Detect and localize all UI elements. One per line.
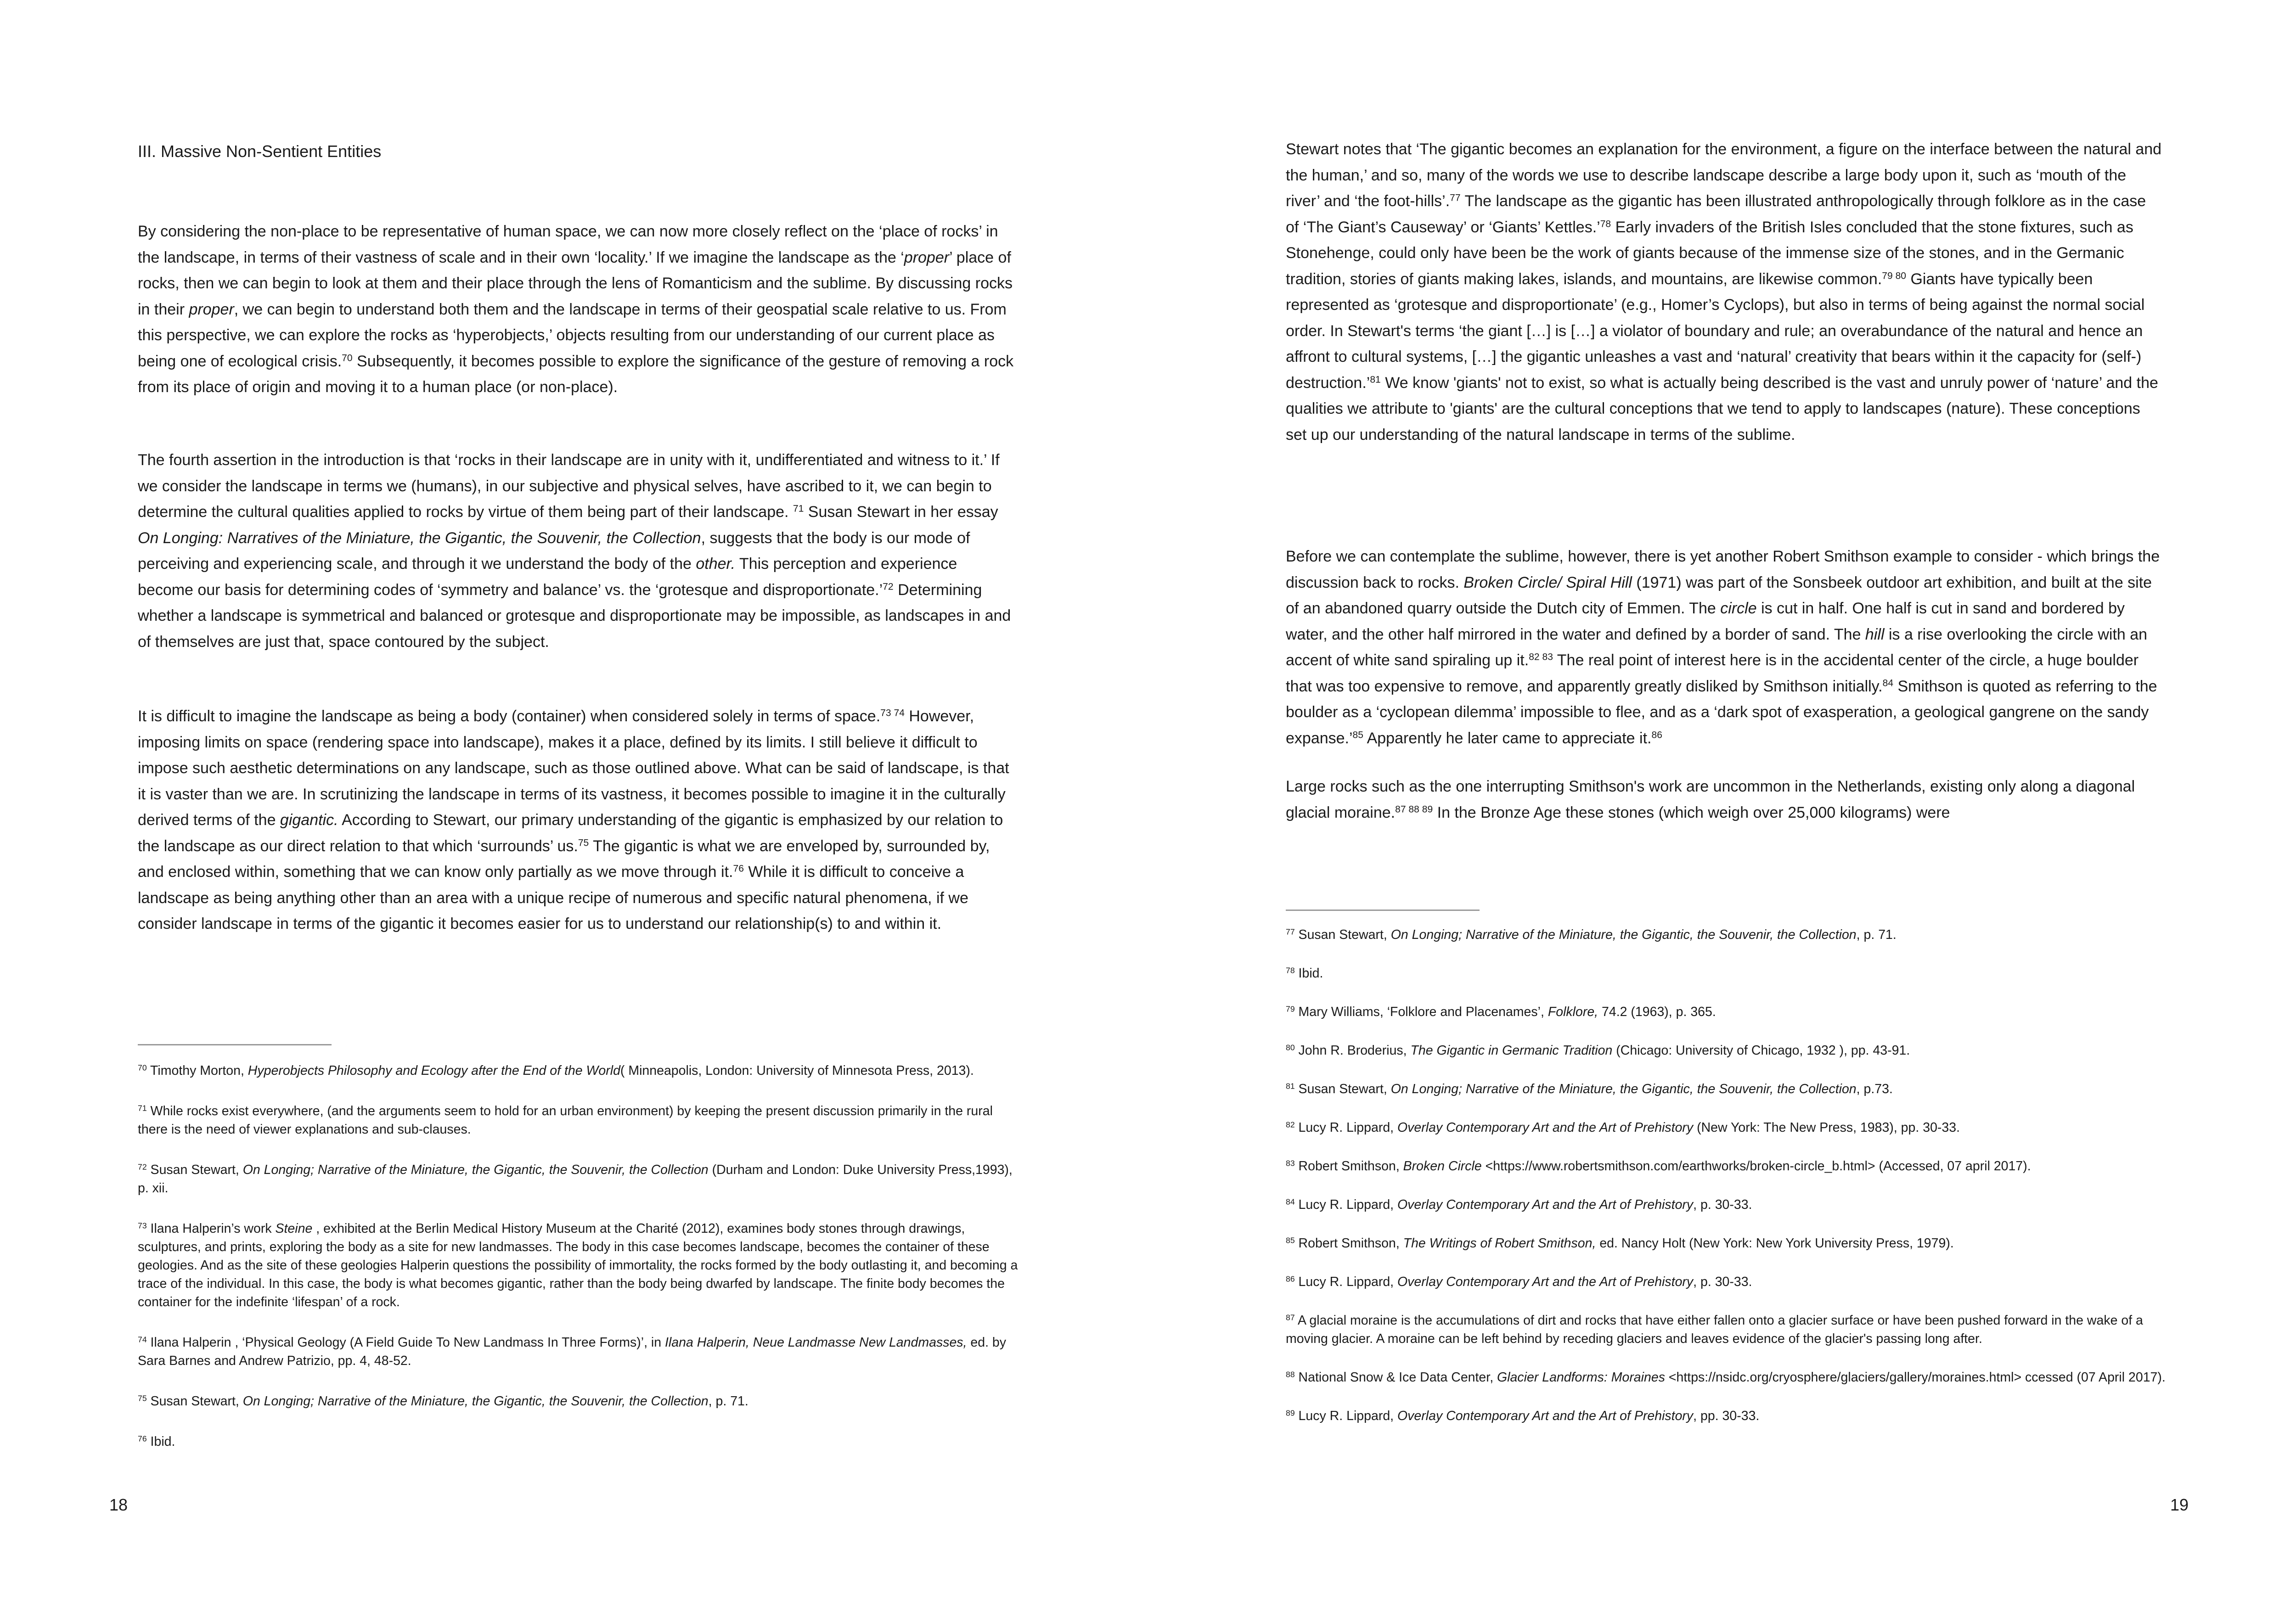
- footnote-marker: 75: [138, 1393, 147, 1403]
- text-run: Susan Stewart,: [1294, 927, 1391, 942]
- text-run: ( Minneapolis, London: University of Minnesota Press, 2013).: [620, 1063, 974, 1078]
- text-run: 74.2 (1963), p. 365.: [1598, 1005, 1716, 1019]
- footnotes-left: [138, 1061, 1019, 1473]
- footnote-marker: 79 80: [1882, 270, 1907, 281]
- italic-text: other.: [696, 555, 736, 573]
- italic-text: Overlay Contemporary Art and the Art of Prehistory: [1397, 1409, 1694, 1423]
- italic-text: On Longing; Narrative of the Miniature, the Gigantic, the Souvenir, the Collection: [242, 1162, 709, 1177]
- text-run: Susan Stewart,: [146, 1162, 243, 1177]
- text-run: This perception and experience become our basis for determining codes of ‘symmetry and balance’ vs. the ‘grotesque and disproportionate.’: [138, 555, 957, 599]
- footnote: [138, 1161, 1019, 1197]
- footnote: [1286, 1234, 2167, 1252]
- text-run: Timothy Morton,: [146, 1063, 248, 1078]
- footnote-marker: 74: [138, 1335, 147, 1344]
- text-run: , p. 71.: [708, 1394, 748, 1409]
- footnote-divider: [138, 1044, 332, 1045]
- footnote-marker: 82: [1286, 1120, 1295, 1129]
- text-run: However, imposing limits on space (rendering space into landscape), makes it a place, defined by its limits. I still believe it difficult to impose such aesthetic determinations on any landscape, such as those outlined above. What can be said of landscape, is that it is vaster than we are. In scrutinizing the landscape in terms of its vastness, it becomes possible to imagine it in the culturally derived terms of the: [138, 708, 1009, 829]
- footnote: [138, 1102, 1019, 1139]
- footnote-marker: 87: [1286, 1313, 1295, 1322]
- text-run: , suggests that the body is our mode of perceiving and experiencing scale, and through it we understand the body of the: [138, 529, 970, 573]
- footnote: [1286, 964, 2167, 983]
- italic-text: On Longing; Narrative of the Miniature, the Gigantic, the Souvenir, the Collection: [1390, 927, 1857, 942]
- text-run: According to Stewart, our primary understanding of the gigantic is emphasized by our relation to the landscape as our direct relation to that which ‘surrounds’ us.: [138, 811, 1003, 855]
- italic-text: Hyperobjects Philosophy and Ecology after the End of the World: [248, 1063, 620, 1078]
- text-run: (1971) was part of the Sonsbeek outdoor art exhibition, and built at the site of an abandoned quarry outside the Dutch city of Emmen. The: [1286, 573, 2152, 617]
- text-run: Ilana Halperin’s work: [146, 1221, 276, 1236]
- footnote-marker: 73: [138, 1221, 147, 1230]
- text-run: , p. 30-33.: [1693, 1275, 1752, 1289]
- footnote: [1286, 1041, 2167, 1060]
- footnote: [1286, 1118, 2167, 1137]
- text-run: ed. by Sara Barnes and Andrew Patrizio, pp. 4, 48-52.: [138, 1335, 1007, 1368]
- italic-text: Broken Circle/ Spiral Hill: [1463, 573, 1632, 591]
- footnote-marker: 87 88 89: [1395, 803, 1433, 814]
- text-run: The real point of interest here is in the accidental center of the circle, a huge boulder that was too expensive to remove, and apparently greatly disliked by Smithson initially.: [1286, 651, 2139, 695]
- italic-text: Overlay Contemporary Art and the Art of Prehistory: [1397, 1197, 1694, 1212]
- text-run: Ilana Halperin , ‘Physical Geology (A Field Guide To New Landmass In Three Forms)’, in: [146, 1335, 665, 1350]
- footnote-marker: 71: [138, 1103, 147, 1113]
- footnote-marker: 85: [1286, 1236, 1295, 1245]
- text-run: , p.73.: [1856, 1082, 1893, 1096]
- text-run: By considering the non-place to be representative of human space, we can now more closely reflect on the ‘place of rocks’ in the landscape, in terms of their vastness of scale and in their own ‘locality.’ If we imagine the landscape as the ‘: [138, 223, 998, 266]
- italic-text: hill: [1865, 625, 1885, 643]
- italic-text: proper: [904, 248, 950, 266]
- text-run: , p. 30-33.: [1693, 1197, 1752, 1212]
- footnote: [1286, 1003, 2167, 1021]
- footnote-marker: 77: [1286, 927, 1295, 937]
- text-run: Ibid.: [1294, 966, 1323, 981]
- italic-text: On Longing; Narrative of the Miniature, the Gigantic, the Souvenir, the Collection: [1390, 1082, 1857, 1096]
- text-run: ’ place of rocks, then we can begin to look at them and their place through the lens of Romanticism and the sublime. By discussing rocks in their: [138, 248, 1013, 318]
- footnote-marker: 83: [1286, 1158, 1295, 1168]
- footnote-marker: 79: [1286, 1004, 1295, 1014]
- footnote: [138, 1219, 1019, 1311]
- text-run: , pp. 30-33.: [1693, 1409, 1760, 1423]
- italic-text: On Longing; Narrative of the Miniature, the Gigantic, the Souvenir, the Collection: [242, 1394, 709, 1409]
- footnote-marker: 72: [138, 1162, 147, 1172]
- footnote: [1286, 1407, 2167, 1425]
- section-heading: III. Massive Non-Sentient Entities: [138, 142, 382, 161]
- italic-text: Overlay Contemporary Art and the Art of Prehistory: [1397, 1275, 1694, 1289]
- footnote: [1286, 1368, 2167, 1387]
- body-paragraph: [1286, 544, 2163, 751]
- footnote: [138, 1432, 1019, 1451]
- italic-text: proper: [189, 300, 234, 318]
- text-run: While rocks exist everywhere, (and the arguments seem to hold for an urban environment) by keeping the present discussion primarily in the rural there is the need of viewer explanations and sub-clauses.: [138, 1104, 993, 1137]
- text-run: Susan Stewart,: [1294, 1082, 1391, 1096]
- footnote-marker: 89: [1286, 1408, 1295, 1418]
- footnote-marker: 81: [1370, 374, 1381, 385]
- text-run: Subsequently, it becomes possible to explore the significance of the gesture of removing a rock from its place of origin and moving it to a human place (or non-place).: [138, 352, 1014, 396]
- text-run: John R. Broderius,: [1294, 1043, 1411, 1058]
- footnote: [1286, 926, 2167, 944]
- text-run: is a rise overlooking the circle with an accent of white sand spiraling up it.: [1286, 625, 2148, 669]
- footnote-marker: 76: [733, 863, 744, 874]
- text-run: Lucy R. Lippard,: [1294, 1197, 1398, 1212]
- footnote: [1286, 1311, 2167, 1348]
- footnote-marker: 88: [1286, 1370, 1295, 1379]
- text-run: We know 'giants' not to exist, so what is actually being described is the vast and unruly power of ‘nature’ and the qualities we attribute to 'giants' are the cultural conceptions that we tend to apply to landscapes (nature). These conceptions set up our understanding of the natural landscape in terms of the sublime.: [1286, 374, 2158, 444]
- text-run: In the Bronze Age these stones (which weigh over 25,000 kilograms) were: [1433, 803, 1950, 821]
- italic-text: Ilana Halperin, Neue Landmasse New Landmasses,: [665, 1335, 967, 1350]
- text-run: Stewart notes that ‘The gigantic becomes an explanation for the environment, a figure on the interface between the natural and the human,’ and so, many of the words we use to describe landscape describe a large body upon it, such as ‘mouth of the river’ and ‘the foot-hills’.: [1286, 140, 2162, 210]
- italic-text: On Longing: Narratives of the Miniature, the Gigantic, the Souvenir, the Collection: [138, 529, 701, 547]
- footnote-marker: 78: [1600, 218, 1611, 229]
- text-run: Ibid.: [146, 1434, 175, 1449]
- footnotes-right: [1286, 926, 2167, 1445]
- footnote-marker: 70: [342, 352, 353, 363]
- text-run: Early invaders of the British Isles concluded that the stone fixtures, such as Stonehenge, could only have been be the work of giants because of the immense size of the stones, and in the Germanic tradition, stories of giants making lakes, islands, and mountains, are likewise common.: [1286, 218, 2133, 288]
- body-paragraph: [138, 219, 1015, 400]
- footnote-marker: 71: [793, 503, 804, 514]
- footnote-marker: 75: [578, 837, 589, 848]
- footnote: [138, 1392, 1019, 1410]
- italic-text: Broken Circle: [1403, 1159, 1482, 1174]
- text-run: Robert Smithson,: [1294, 1159, 1403, 1174]
- footnote-marker: 86: [1651, 729, 1662, 740]
- footnote-marker: 72: [883, 581, 894, 592]
- text-run: Lucy R. Lippard,: [1294, 1409, 1398, 1423]
- text-run: National Snow & Ice Data Center,: [1294, 1370, 1497, 1385]
- footnote-marker: 84: [1882, 677, 1894, 688]
- italic-text: Glacier Landforms: Moraines: [1497, 1370, 1665, 1385]
- text-run: , exhibited at the Berlin Medical History Museum at the Charité (2012), examines body stones through drawings, sculptures, and prints, exploring the body as a site for new landmasses. The body in this case becomes landscape, becomes the container of these geologies. And as the site of these geologies Halperin questions the possibility of immortality, the rocks formed by the body outlasting it, and becoming a trace of the individual. In this case, the body is what becomes gigantic, rather than the body being dwarfed by landscape. The finite body becomes the container for the indefinite ‘lifespan’ of a rock.: [138, 1221, 1018, 1309]
- page-number-right: 19: [2170, 1495, 2189, 1514]
- text-run: (Durham and London: Duke University Press,1993), p. xii.: [138, 1162, 1013, 1196]
- text-run: Susan Stewart,: [146, 1394, 243, 1409]
- text-run: It is difficult to imagine the landscape as being a body (container) when considered solely in terms of space.: [138, 708, 881, 725]
- text-run: Large rocks such as the one interrupting Smithson's work are uncommon in the Netherlands, existing only along a diagonal glacial moraine.: [1286, 778, 2135, 821]
- body-paragraph: [138, 703, 1015, 937]
- text-run: Mary Williams, ‘Folklore and Placenames’,: [1294, 1005, 1548, 1019]
- footnote-marker: 81: [1286, 1081, 1295, 1091]
- italic-text: circle: [1720, 600, 1757, 617]
- italic-text: The Writings of Robert Smithson,: [1403, 1236, 1596, 1251]
- text-run: The fourth assertion in the introduction is that ‘rocks in their landscape are in unity with it, undifferentiated and witness to it.’ If we consider the landscape in terms we (humans), in our subjective and physical selves, have ascribed to it, we can begin to determine the cultural qualities applied to rocks by virtue of them being part of their landscape.: [138, 451, 1000, 521]
- text-run: The gigantic is what we are enveloped by, surrounded by, and enclosed within, something that we can know only partially as we move through it.: [138, 837, 990, 881]
- text-run: While it is difficult to conceive a landscape as being anything other than an area with a unique recipe of numerous and specific natural phenomena, if we consider landscape in terms of the gigantic it becomes easier for us to understand our relationship(s) to and within it.: [138, 863, 968, 932]
- italic-text: The Gigantic in Germanic Tradition: [1410, 1043, 1613, 1058]
- footnote-marker: 77: [1450, 192, 1461, 203]
- text-run: (Chicago: University of Chicago, 1932 ), pp. 43-91.: [1612, 1043, 1910, 1058]
- footnote: [1286, 1273, 2167, 1291]
- text-run: <https://nsidc.org/cryosphere/glaciers/gallery/moraines.html> ccessed (07 April 2017).: [1665, 1370, 2166, 1385]
- text-run: is cut in half. One half is cut in sand and bordered by water, and the other half mirrored in the water and defined by a border of sand. The: [1286, 600, 2125, 643]
- body-paragraph: [1286, 136, 2163, 448]
- text-run: Apparently he later came to appreciate it.: [1363, 729, 1652, 747]
- italic-text: Steine: [275, 1221, 313, 1236]
- footnote-marker: 76: [138, 1434, 147, 1443]
- footnote-marker: 73 74: [880, 708, 905, 719]
- text-run: <https://www.robertsmithson.com/earthworks/broken-circle_b.html> (Accessed, 07 april 2017).: [1481, 1159, 2031, 1174]
- text-run: Determining whether a landscape is symmetrical and balanced or grotesque and disproportionate may be impossible, as landscapes in and of themselves are just that, space contoured by the subject.: [138, 581, 1011, 651]
- page-number-left: 18: [109, 1495, 128, 1514]
- footnote-marker: 84: [1286, 1197, 1295, 1207]
- footnote: [1286, 1080, 2167, 1098]
- body-paragraph: [138, 447, 1015, 655]
- text-run: Lucy R. Lippard,: [1294, 1275, 1398, 1289]
- footnote-marker: 85: [1352, 729, 1363, 740]
- footnote-marker: 86: [1286, 1274, 1295, 1284]
- footnote-marker: 80: [1286, 1043, 1295, 1052]
- italic-text: Folklore,: [1548, 1005, 1598, 1019]
- text-run: (New York: The New Press, 1983), pp. 30-33.: [1693, 1120, 1960, 1135]
- footnote-marker: 82 83: [1529, 651, 1553, 663]
- text-run: The landscape as the gigantic has been illustrated anthropologically through folklore as in the case of ‘The Giant’s Causeway’ or ‘Giants’ Kettles.’: [1286, 192, 2146, 236]
- footnote-divider: [1286, 910, 1480, 911]
- footnote: [138, 1061, 1019, 1080]
- text-run: Robert Smithson,: [1294, 1236, 1403, 1251]
- footnote-marker: 78: [1286, 966, 1295, 975]
- italic-text: gigantic.: [280, 811, 338, 829]
- text-run: Smithson is quoted as referring to the boulder as a ‘cyclopean dilemma’ impossible to flee, and as a ‘dark spot of exasperation, a geological gangrene on the sandy expanse.’: [1286, 677, 2157, 747]
- footnote: [138, 1333, 1019, 1370]
- text-run: ed. Nancy Holt (New York: New York University Press, 1979).: [1596, 1236, 1954, 1251]
- footnote: [1286, 1196, 2167, 1214]
- text-run: Before we can contemplate the sublime, however, there is yet another Robert Smithson example to consider - which brings the discussion back to rocks.: [1286, 548, 2160, 591]
- text-run: Giants have typically been represented as ‘grotesque and disproportionate’ (e.g., Homer’s Cyclops), but also in terms of being against the normal social order. In Stewart's terms ‘the giant […] is […] a violator of boundary and rule; an overabundance of the natural and hence an affront to cultural systems, […] the gigantic unleashes a vast and ‘natural’ creativity that bears within it the capacity for (self-) destruction.’: [1286, 270, 2145, 392]
- text-run: Lucy R. Lippard,: [1294, 1120, 1398, 1135]
- italic-text: Overlay Contemporary Art and the Art of Prehistory: [1397, 1120, 1694, 1135]
- body-paragraph: [1286, 774, 2163, 826]
- text-run: Susan Stewart in her essay: [804, 503, 998, 521]
- footnote: [1286, 1157, 2167, 1175]
- text-run: A glacial moraine is the accumulations of dirt and rocks that have either fallen onto a glacier surface or have been pushed forward in the wake of a moving glacier. A moraine can be left behind by receding glaciers and leaves evidence of the glacier's passing long after.: [1286, 1313, 2143, 1346]
- footnote-marker: 70: [138, 1063, 147, 1073]
- text-run: , we can begin to understand both them and the landscape in terms of their geospatial scale relative to us. From this perspective, we can explore the rocks as ‘hyperobjects,’ objects resulting from our understanding of our current place as being one of ecological crisis.: [138, 300, 1007, 370]
- text-run: , p. 71.: [1856, 927, 1896, 942]
